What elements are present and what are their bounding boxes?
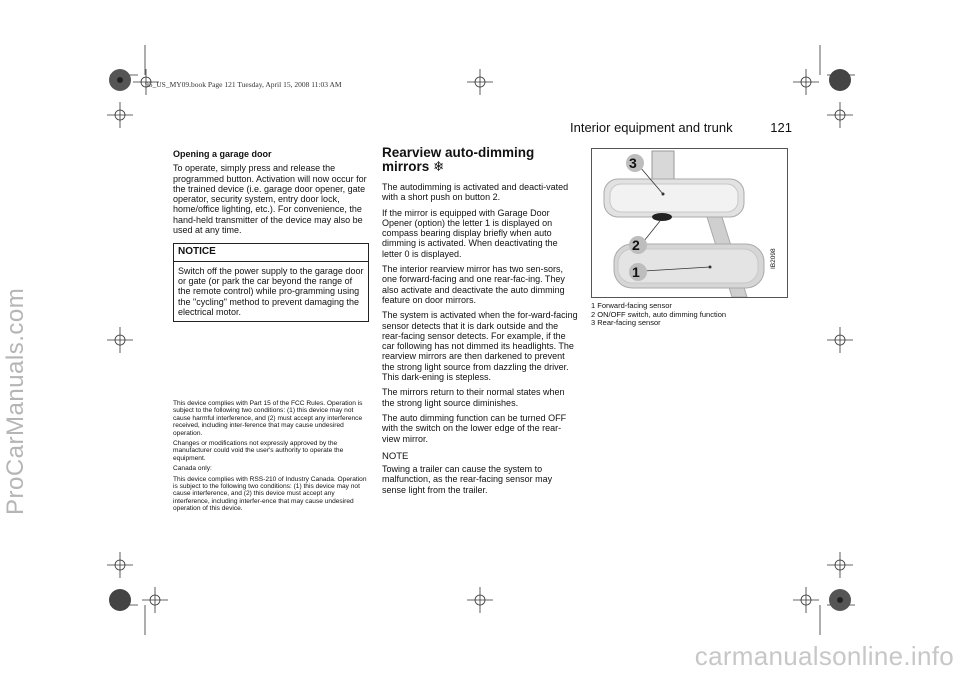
garage-door-paragraph: To operate, simply press and release the programmed button. Activation will now occur for the trained device (i.e. garage door opener, gate operator, security system, entry door lock, home/office lighting, etc.). For convenience, the hand-held transmitter of the device may also be used at any time. (173, 163, 367, 236)
fcc-canada-label: Canada only: (173, 465, 212, 473)
mirror-illustration (591, 148, 788, 298)
figure-captions (591, 302, 726, 328)
file-header: 95_US_MY09.book Page 121 Tuesday, April 15, 2008 11:03 AM (145, 80, 342, 89)
callout-3: 3 (629, 155, 637, 171)
caption-2: 2 ON/OFF switch, auto dimming function (591, 309, 727, 319)
section-title: Rearview auto-dimming mirrors ❄ (382, 145, 535, 174)
page-number: 121 (770, 120, 792, 135)
side-watermark: ProCarManuals.com (2, 287, 29, 515)
middle-paragraph-2: If the mirror is equipped with Garage Door Opener (option) the letter 1 is displayed on compass bearing display briefly when auto dimming is activated. When deactivating the letter 0 is displayed. (382, 207, 558, 259)
left-column (173, 149, 369, 322)
notice-text: Switch off the power supply to the garage door or gate (or park the car beyond the range of the remote control) while pro-gramming using the "cycling" method to prevent damaging the electrical motor. (178, 265, 364, 317)
middle-column (382, 146, 578, 500)
middle-paragraph-4: The system is activated when the for-ward-facing sensor detects that it is dark outside and the rear-facing sensor detects. For example, if the car following has not dimmed its headlights. The rearview mirrors are then darkened to prevent the strong light source from dazzling the driver. This dark-ening is stepless. (382, 310, 578, 383)
mirror-drawing (592, 149, 787, 297)
fcc-paragraph-2: Changes or modifications not expressly approved by the manufacturer could void the user's authority to operate the equipment. (173, 440, 344, 462)
middle-paragraph-6: The auto dimming function can be turned OFF with the switch on the lower edge of the rear-view mirror. (382, 412, 567, 444)
fcc-statement (173, 400, 369, 516)
figure-code: IB2098 (770, 248, 777, 269)
caption-1: 1 Forward-facing sensor (591, 301, 672, 310)
bottom-watermark: carmanualsonline.info (694, 641, 954, 671)
fcc-paragraph-4: This device complies with RSS-210 of Industry Canada. Operation is subject to the following two conditions: (1) this device may not cause interference, and (2) this device must accept any interference, including interfer-ence that may cause undesired operation of this device. (173, 475, 367, 513)
callout-2: 2 (632, 237, 640, 253)
middle-paragraph-1: The autodimming is activated and deacti-vated with a short push on button 2. (382, 182, 569, 203)
note-heading: NOTE (382, 450, 409, 462)
running-head-title: Interior equipment and trunk (570, 120, 733, 135)
running-head (570, 120, 792, 135)
middle-paragraph-5: The mirrors return to their normal states when the strong light source diminishes. (382, 387, 565, 408)
notice-title: NOTICE (174, 247, 368, 261)
caption-3: 3 Rear-facing sensor (591, 318, 661, 328)
callout-1: 1 (632, 264, 640, 280)
middle-paragraph-3: The interior rearview mirror has two sen-sors, one forward-facing and one rear-fac-ing. They also activate and deactivate the auto dimming feature on door mirrors. (382, 264, 565, 305)
notice-box (173, 243, 369, 322)
fcc-paragraph-1: This device complies with Part 15 of the FCC Rules. Operation is subject to the following two conditions: (1) this device may not cause harmful interference, and (2) must accept any interference received, including inter-ference that may cause undesired operation. (173, 400, 363, 437)
garage-door-heading: Opening a garage door (173, 149, 272, 159)
note-text: Towing a trailer can cause the system to malfunction, as the rear-facing sensor may sense light from the trailer. (382, 464, 553, 495)
